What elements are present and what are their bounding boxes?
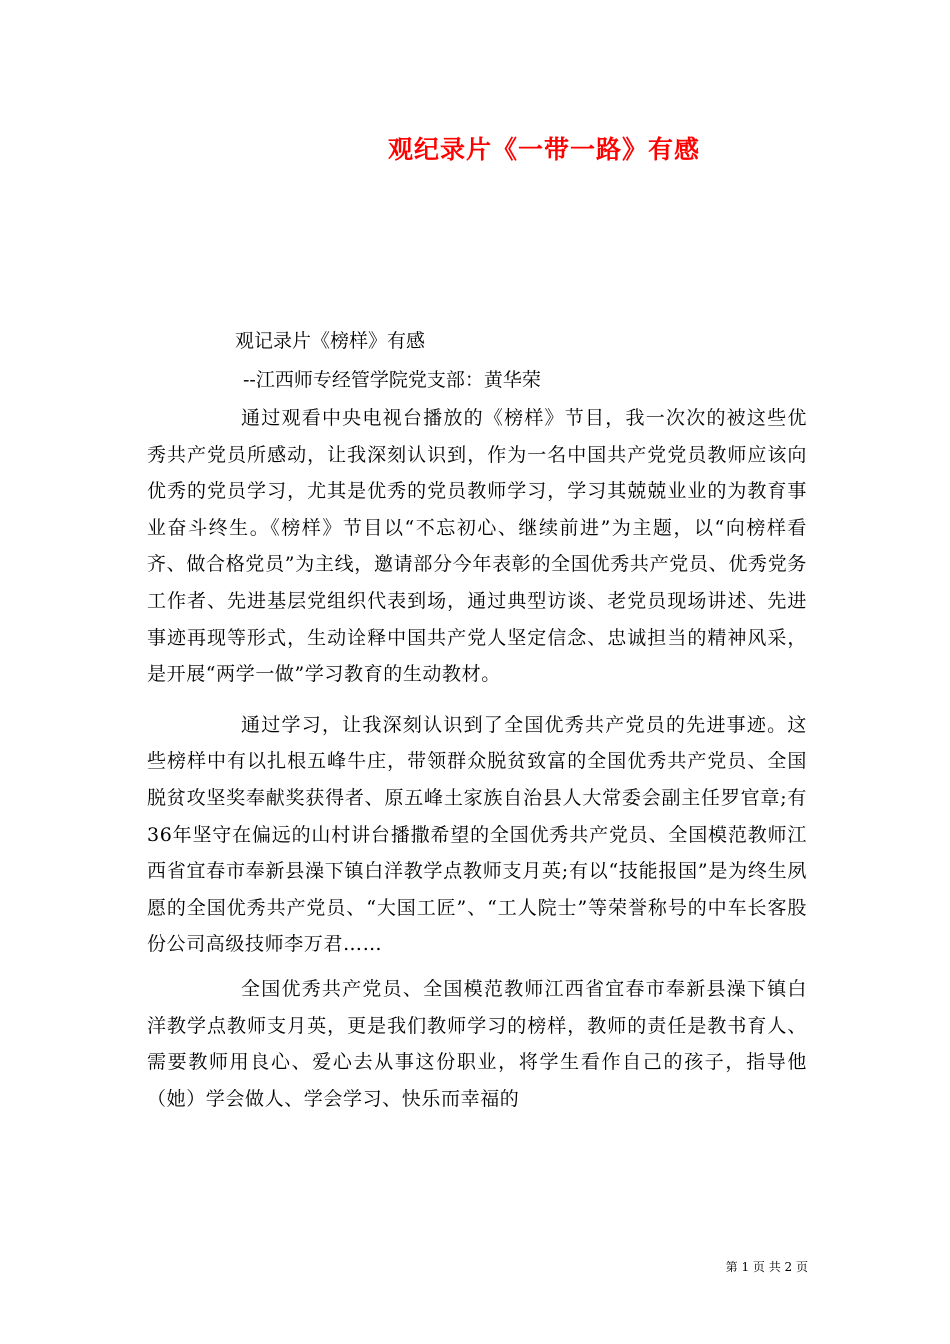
article-subtitle: 观记录片《榜样》有感: [235, 330, 426, 352]
page-title: 观纪录片《一带一路》有感: [387, 135, 700, 164]
article-body: [147, 400, 807, 1117]
page-number-footer: 第 1 页 共 2 页: [725, 1260, 808, 1274]
paragraph-2: 通过学习，让我深刻认识到了全国优秀共产党员的先进事迹。这些榜样中有以扎根五峰牛庄，带领群众脱贫致富的全国优秀共产党员、全国脱贫攻坚奖奉献奖获得者、原五峰土家族自治县人大常委会副主任罗官章;有36年坚守在偏远的山村讲台播撒希望的全国优秀共产党员、全国模范教师江西省宜春市奉新县澡下镇白洋教学点教师支月英;有以“技能报国”是为终生夙愿的全国优秀共产党员、“大国工匠”、“工人院士”等荣誉称号的中车长客股份公司高级技师李万君……: [147, 713, 807, 956]
article-byline: --江西师专经管学院党支部：黄华荣: [243, 369, 541, 391]
paragraph-1: 通过观看中央电视台播放的《榜样》节目，我一次次的被这些优秀共产党员所感动，让我深刻认识到，作为一名中国共产党党员教师应该向优秀的党员学习，尤其是优秀的党员教师学习，学习其兢兢业业的为教育事业奋斗终生。《榜样》节目以“不忘初心、继续前进”为主题，以“向榜样看齐、做合格党员”为主线，邀请部分今年表彰的全国优秀共产党员、优秀党务工作者、先进基层党组织代表到场，通过典型访谈、老党员现场讲述、先进事迹再现等形式，生动诠释中国共产党人坚定信念、忠诚担当的精神风采，是开展“两学一做”学习教育的生动教材。: [147, 407, 807, 686]
paragraph-3: 全国优秀共产党员、全国模范教师江西省宜春市奉新县澡下镇白洋教学点教师支月英，更是我们教师学习的榜样，教师的责任是教书育人、需要教师用良心、爱心去从事这份职业，将学生看作自己的孩子，指导他（她）学会做人、学会学习、快乐而幸福的: [147, 977, 807, 1110]
